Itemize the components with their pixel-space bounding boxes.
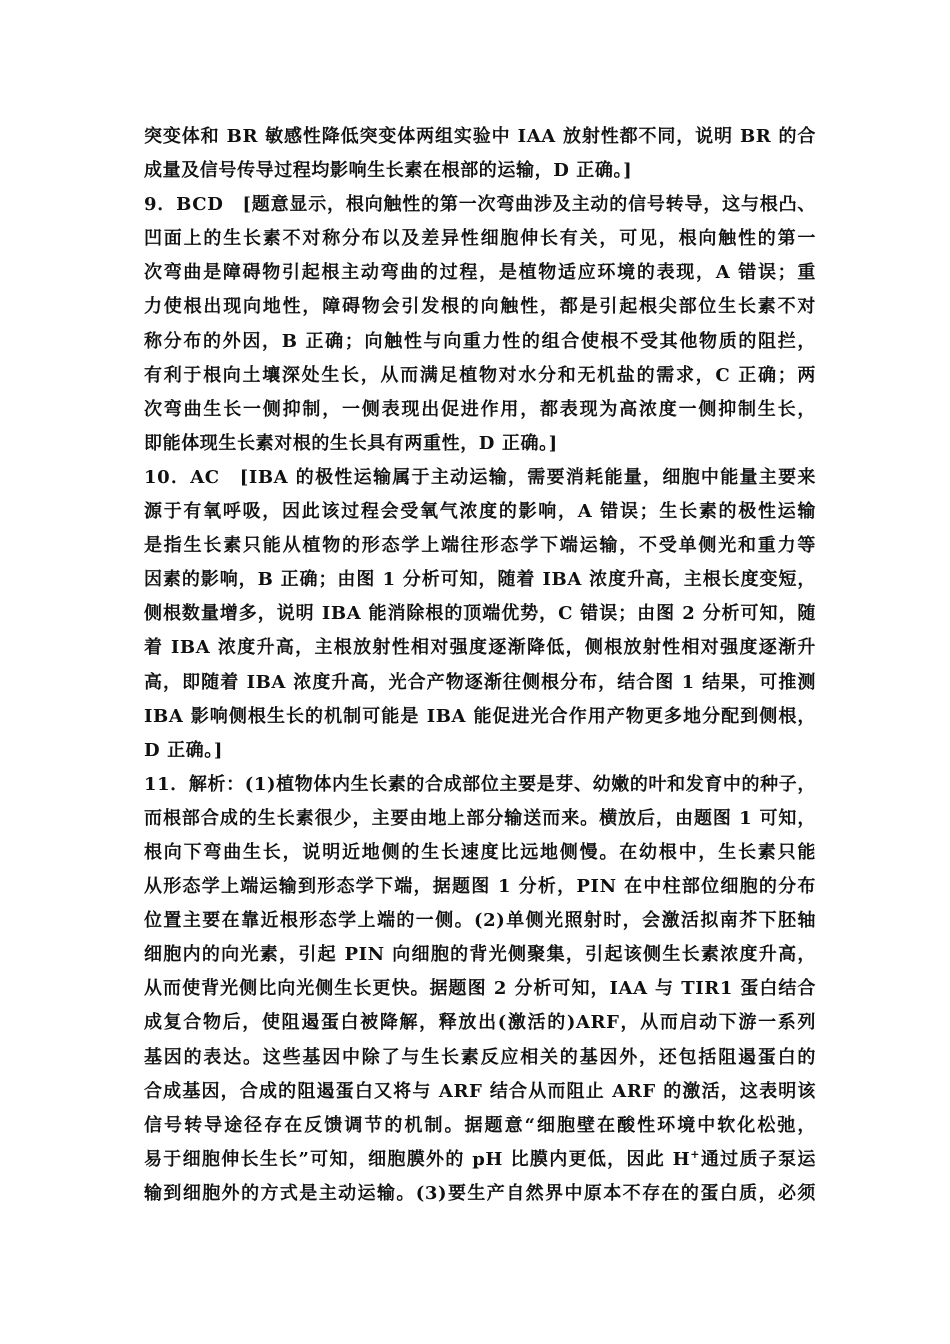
text-line: 高，即随着 IBA 浓度升高，光合产物逐渐往侧根分布，结合图 1 结果，可推测 — [144, 671, 816, 693]
text-line: 10．AC [IBA 的极性运输属于主动运输，需要消耗能量，细胞中能量主要来 — [144, 466, 816, 488]
text-line: 次弯曲生长一侧抑制，一侧表现出促进作用，都表现为高浓度一侧抑制生长， — [144, 398, 816, 420]
text-line: 基因的表达。这些基因中除了与生长素反应相关的基因外，还包括阻遏蛋白的 — [144, 1046, 816, 1068]
text-line: 有利于根向土壤深处生长，从而满足植物对水分和无机盐的需求，C 正确；两 — [144, 364, 816, 386]
text-segment: 通过质子泵运 — [700, 1148, 816, 1170]
text-line: 从形态学上端运输到形态学下端，据题图 1 分析，PIN 在中柱部位细胞的分布 — [144, 876, 816, 898]
text-line: 侧根数量增多，说明 IBA 能消除根的顶端优势，C 错误；由图 2 分析可知，随 — [144, 603, 816, 625]
text-line: 11．解析：(1)植物体内生长素的合成部位主要是芽、幼嫩的叶和发育中的种子， — [144, 773, 816, 795]
text-line: 而根部合成的生长素很少，主要由地上部分输送而来。横放后，由题图 1 可知， — [144, 807, 816, 829]
text-line: D 正确。] — [144, 739, 223, 761]
text-line-with-superscript — [144, 1143, 816, 1177]
text-line: 即能体现生长素对根的生长具有两重性，D 正确。] — [144, 432, 558, 454]
answer-text-block — [144, 120, 816, 1211]
text-line: 突变体和 BR 敏感性降低突变体两组实验中 IAA 放射性都不同，说明 BR 的合 — [144, 126, 816, 147]
superscript-plus: + — [690, 1147, 701, 1161]
text-segment: 易于细胞伸长生长”可知，细胞膜外的 pH 比膜内更低，因此 H — [144, 1148, 691, 1170]
text-line: 细胞内的向光素，引起 PIN 向细胞的背光侧聚集，引起该侧生长素浓度升高， — [144, 944, 816, 966]
text-line: 9．BCD [题意显示，根向触性的第一次弯曲涉及主动的信号转导，这与根凸、 — [144, 194, 816, 216]
text-line: 是指生长素只能从植物的形态学上端往形态学下端运输，不受单侧光和重力等 — [144, 535, 816, 557]
text-line: 因素的影响，B 正确；由图 1 分析可知，随着 IBA 浓度升高，主根长度变短， — [144, 569, 816, 591]
text-line: 次弯曲是障碍物引起根主动弯曲的过程，是植物适应环境的表现，A 错误；重 — [144, 262, 816, 284]
text-line: 成复合物后，使阻遏蛋白被降解，释放出(激活的)ARF，从而启动下游一系列 — [144, 1012, 816, 1034]
text-line: 力使根出现向地性，障碍物会引发根的向触性，都是引起根尖部位生长素不对 — [144, 296, 816, 318]
text-line: 合成基因，合成的阻遏蛋白又将与 ARF 结合从而阻止 ARF 的激活，这表明该 — [144, 1080, 816, 1102]
text-line: 凹面上的生长素不对称分布以及差异性细胞伸长有关，可见，根向触性的第一 — [144, 228, 816, 250]
text-line: 输到细胞外的方式是主动运输。(3)要生产自然界中原本不存在的蛋白质，必须 — [144, 1182, 816, 1204]
text-line: 信号转导途径存在反馈调节的机制。据题意“细胞壁在酸性环境中软化松弛， — [144, 1114, 816, 1136]
text-line: 着 IBA 浓度升高，主根放射性相对强度逐渐降低，侧根放射性相对强度逐渐升 — [144, 637, 816, 659]
text-line: 根向下弯曲生长，说明近地侧的生长速度比远地侧慢。在幼根中，生长素只能 — [144, 841, 816, 863]
text-line: IBA 影响侧根生长的机制可能是 IBA 能促进光合作用产物更多地分配到侧根， — [144, 705, 816, 727]
text-line: 源于有氧呼吸，因此该过程会受氧气浓度的影响，A 错误；生长素的极性运输 — [144, 501, 816, 523]
text-line: 称分布的外因，B 正确；向触性与向重力性的组合使根不受其他物质的阻拦， — [144, 330, 816, 352]
text-line: 从而使背光侧比向光侧生长更快。据题图 2 分析可知，IAA 与 TIR1 蛋白结合 — [144, 978, 816, 1000]
text-line: 位置主要在靠近根形态学上端的一侧。(2)单侧光照射时，会激活拟南芥下胚轴 — [144, 910, 816, 932]
text-line: 成量及信号传导过程均影响生长素在根部的运输，D 正确。] — [144, 160, 633, 182]
